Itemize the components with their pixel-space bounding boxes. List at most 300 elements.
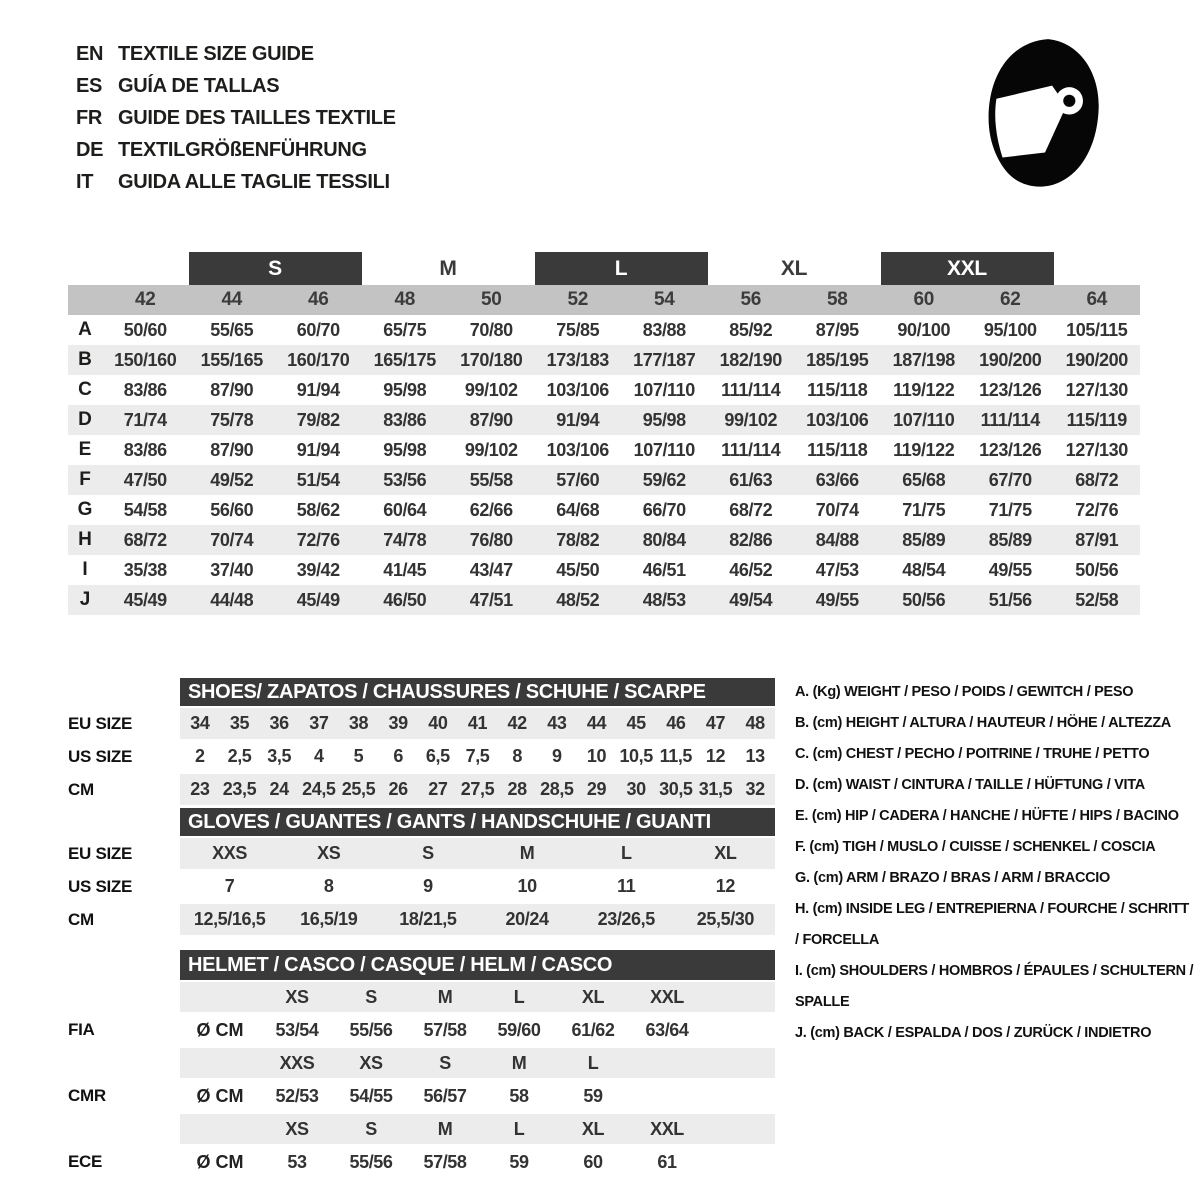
- row-letter-label: J: [79, 589, 91, 610]
- helmet-value-row-fia: [68, 1014, 775, 1046]
- size-value-cell: 23: [190, 779, 210, 799]
- measurement-value-cell: 185/195: [806, 349, 869, 370]
- empty-label-spacer: [68, 1114, 180, 1144]
- measurement-value-cell: 111/114: [721, 439, 781, 460]
- measurement-value-cell: 187/198: [892, 349, 955, 370]
- legend-item: H. (cm) INSIDE LEG / ENTREPIERNA / FOURCHE / SCHRITT / FORCELLA: [795, 901, 1189, 948]
- measurement-value-cell: 48/53: [642, 589, 686, 610]
- measurement-value-cell: 49/52: [210, 469, 254, 490]
- language-code: DE: [76, 138, 104, 161]
- measurement-value-cell: 50/56: [902, 589, 946, 610]
- size-value-cell: 10,5: [619, 746, 653, 766]
- measurement-row-b: [68, 345, 1140, 375]
- diameter-unit-label: Ø CM: [196, 1151, 244, 1172]
- measurement-value-cell: 87/90: [469, 409, 513, 430]
- helmet-diameter-cell: 53: [287, 1151, 307, 1172]
- measurement-value-cell: 123/126: [979, 379, 1042, 400]
- size-number-header-row: [68, 285, 1140, 315]
- measurement-value-cell: 46/51: [642, 559, 686, 580]
- size-value-cell: 37: [309, 713, 329, 733]
- diameter-unit-label: Ø CM: [196, 1019, 244, 1040]
- helmet-size-letter-cell: XXL: [650, 1118, 684, 1139]
- measurement-value-cell: 45/49: [123, 589, 167, 610]
- measurement-value-cell: 87/95: [815, 319, 859, 340]
- size-value-cell: 2: [195, 746, 205, 766]
- size-value-cell: L: [620, 843, 632, 863]
- size-value-cell: 24,5: [302, 779, 336, 799]
- measurement-value-cell: 41/45: [383, 559, 427, 580]
- size-value-cell: 9: [423, 876, 433, 896]
- measurement-value-cell: 72/76: [1075, 499, 1119, 520]
- measurement-value-cell: 95/98: [383, 439, 427, 460]
- measurement-value-cell: 84/88: [815, 529, 859, 550]
- size-value-cell: 7,5: [465, 746, 490, 766]
- measurement-value-cell: 59/62: [642, 469, 686, 490]
- helmet-value-row-cmr: [68, 1080, 775, 1112]
- language-guide-title: TEXTILE SIZE GUIDE: [118, 42, 314, 65]
- row-letter-label: I: [82, 559, 88, 580]
- shoes-row-eu-size: [68, 708, 775, 739]
- shoes-values: [180, 708, 775, 739]
- size-value-cell: 24: [269, 779, 289, 799]
- measurement-value-cell: 90/100: [897, 319, 951, 340]
- helmet-size-letters: [180, 1114, 775, 1144]
- helmet-diameter-cell: 57/58: [423, 1019, 467, 1040]
- language-guide-title: TEXTILGRÖßENFÜHRUNG: [118, 138, 367, 161]
- measurement-value-cell: 95/100: [983, 319, 1037, 340]
- measurement-value-cell: 75/78: [210, 409, 254, 430]
- measurement-value-cell: 52/58: [1075, 589, 1119, 610]
- helmet-size-letter-cell: XS: [285, 1118, 309, 1139]
- measurement-value-cell: 165/175: [373, 349, 436, 370]
- measurement-value-cell: 53/56: [383, 469, 427, 490]
- measurement-value-cell: 91/94: [296, 439, 340, 460]
- measurement-row-a: [68, 315, 1140, 345]
- measurement-value-cell: 83/86: [123, 379, 167, 400]
- size-value-cell: M: [519, 843, 535, 863]
- helmet-size-letter-cell: XS: [285, 986, 309, 1007]
- measurement-value-cell: 60/64: [383, 499, 427, 520]
- size-value-cell: 36: [269, 713, 289, 733]
- measurement-value-cell: 70/80: [469, 319, 513, 340]
- measurement-value-cell: 47/53: [815, 559, 859, 580]
- corner-spacer: [68, 285, 102, 315]
- measurement-value-cell: 68/72: [729, 499, 773, 520]
- measurement-value-cell: 115/119: [1066, 409, 1127, 430]
- size-value-cell: 12: [705, 746, 726, 766]
- size-group-row: [68, 252, 1140, 285]
- legend-item: E. (cm) HIP / CADERA / HANCHE / HÜFTE / HIPS / BACINO: [795, 808, 1179, 824]
- measurement-value-cell: 91/94: [296, 379, 340, 400]
- row-letter-label: B: [78, 349, 92, 370]
- measurement-value-cell: 68/72: [1075, 469, 1119, 490]
- helmet-standard-label: ECE: [68, 1152, 103, 1171]
- language-code: IT: [76, 170, 94, 193]
- legend-item: D. (cm) WAIST / CINTURA / TAILLE / HÜFTUNG / VITA: [795, 777, 1145, 793]
- size-value-cell: 26: [388, 779, 408, 799]
- measurement-value-cell: 71/75: [902, 499, 946, 520]
- measurement-value-cell: 91/94: [556, 409, 600, 430]
- helmet-diameter-cell: 57/58: [423, 1151, 467, 1172]
- measurement-value-cell: 55/58: [469, 469, 513, 490]
- language-code: ES: [76, 74, 103, 97]
- helmet-diameter-cell: 61: [657, 1151, 677, 1172]
- gloves-row-eu-size: [68, 838, 775, 869]
- measurement-value-cell: 115/118: [807, 439, 868, 460]
- helmet-size-letter-cell: S: [365, 1118, 377, 1139]
- size-group-l: L: [535, 252, 708, 285]
- measurement-row-i: [68, 555, 1140, 585]
- measurement-value-cell: 63/66: [815, 469, 859, 490]
- measurement-value-cell: 85/92: [729, 319, 773, 340]
- helmet-value-row-ece: [68, 1146, 775, 1178]
- measurement-value-cell: 95/98: [642, 409, 686, 430]
- measurement-row-f: [68, 465, 1140, 495]
- measurement-value-cell: 56/60: [210, 499, 254, 520]
- gloves-size-section: [68, 808, 775, 935]
- size-value-cell: 27,5: [460, 779, 495, 799]
- gloves-values: [180, 871, 775, 902]
- size-column-header: 44: [221, 289, 243, 310]
- size-value-cell: 25,5: [341, 779, 376, 799]
- measurement-value-cell: 85/89: [902, 529, 946, 550]
- size-value-cell: 34: [190, 713, 210, 733]
- legend-item: C. (cm) CHEST / PECHO / POITRINE / TRUHE / PETTO: [795, 746, 1150, 762]
- measurement-value-cell: 48/52: [556, 589, 600, 610]
- language-row: [76, 102, 396, 134]
- size-value-cell: 45: [626, 713, 646, 733]
- scale-label: US SIZE: [68, 876, 133, 896]
- helmet-diameter-cell: 59: [509, 1151, 529, 1172]
- size-value-cell: 4: [314, 746, 324, 766]
- language-row: [76, 70, 396, 102]
- measurement-value-cell: 68/72: [123, 529, 167, 550]
- size-value-cell: 20/24: [505, 909, 549, 929]
- measurement-row-h: [68, 525, 1140, 555]
- helmet-section-title: HELMET / CASCO / CASQUE / HELM / CASCO: [180, 950, 775, 980]
- size-group-m: M: [439, 256, 457, 280]
- helmet-diameter-cell: 52/53: [275, 1085, 319, 1106]
- legend-item: F. (cm) TIGH / MUSLO / CUISSE / SCHENKEL / COSCIA: [795, 839, 1156, 855]
- size-value-cell: 41: [467, 713, 488, 733]
- size-column-header: 50: [480, 289, 502, 310]
- size-value-cell: 10: [517, 876, 537, 896]
- measurement-value-cell: 64/68: [556, 499, 600, 520]
- size-column-header: 48: [394, 289, 416, 310]
- shoes-row-us-size: [68, 741, 775, 772]
- measurement-value-cell: 103/106: [546, 379, 609, 400]
- size-value-cell: 13: [745, 746, 765, 766]
- size-value-cell: 43: [547, 713, 567, 733]
- helmet-size-letter-cell: XXS: [279, 1052, 315, 1073]
- racing-helmet-icon: [980, 34, 1108, 194]
- legend-item: G. (cm) ARM / BRAZO / BRAS / ARM / BRACCIO: [795, 870, 1110, 886]
- helmet-size-letter-cell: M: [437, 1118, 453, 1139]
- unit-column-spacer: [180, 1048, 260, 1078]
- measurement-value-cell: 43/47: [469, 559, 513, 580]
- size-value-cell: XL: [714, 843, 737, 863]
- empty-label-spacer: [68, 1048, 180, 1078]
- measurement-value-cell: 62/66: [469, 499, 513, 520]
- helmet-diameter-cell: 56/57: [423, 1085, 467, 1106]
- size-column-header: 58: [826, 289, 848, 310]
- measurement-value-cell: 49/55: [815, 589, 859, 610]
- helmet-size-letter-cell: M: [437, 986, 453, 1007]
- measurement-value-cell: 50/60: [123, 319, 167, 340]
- measurement-value-cell: 47/51: [469, 589, 513, 610]
- measurement-value-cell: 123/126: [979, 439, 1042, 460]
- size-value-cell: XS: [317, 843, 341, 863]
- size-value-cell: 8: [323, 876, 334, 896]
- measurement-value-cell: 67/70: [988, 469, 1032, 490]
- size-value-cell: 28: [507, 779, 527, 799]
- gloves-values: [180, 904, 775, 935]
- gloves-section-title: GLOVES / GUANTES / GANTS / HANDSCHUHE / GUANTI: [180, 808, 775, 836]
- language-code: FR: [76, 106, 103, 129]
- measurement-value-cell: 111/114: [980, 409, 1040, 430]
- shoes-section-title: SHOES/ ZAPATOS / CHAUSSURES / SCHUHE / SCARPE: [180, 678, 775, 706]
- measurement-value-cell: 99/102: [464, 379, 518, 400]
- measurement-value-cell: 80/84: [642, 529, 686, 550]
- measurement-value-cell: 115/118: [807, 379, 868, 400]
- size-value-cell: 12,5/16,5: [193, 909, 266, 929]
- size-group-xl: XL: [780, 256, 808, 280]
- measurement-value-cell: 170/180: [460, 349, 523, 370]
- size-value-cell: 6: [393, 746, 403, 766]
- helmet-standard-label: FIA: [68, 1020, 95, 1039]
- measurement-value-cell: 51/56: [988, 589, 1032, 610]
- measurement-value-cell: 87/91: [1075, 529, 1119, 550]
- size-value-cell: 12: [715, 876, 736, 896]
- size-value-cell: 44: [586, 713, 607, 733]
- size-value-cell: 30,5: [659, 779, 693, 799]
- shoes-row-cm: [68, 774, 775, 805]
- measurement-value-cell: 49/55: [988, 559, 1032, 580]
- measurement-value-cell: 155/165: [200, 349, 263, 370]
- size-column-header: 46: [307, 289, 329, 310]
- helmet-size-letter-cell: S: [365, 986, 377, 1007]
- row-letter-label: A: [78, 319, 92, 340]
- measurement-value-cell: 182/190: [719, 349, 782, 370]
- helmet-standard-label: CMR: [68, 1086, 106, 1105]
- measurement-value-cell: 35/38: [123, 559, 167, 580]
- size-value-cell: 27: [428, 779, 448, 799]
- row-letter-label: F: [79, 469, 91, 490]
- measurement-value-cell: 107/110: [633, 379, 695, 400]
- measurement-value-cell: 103/106: [546, 439, 609, 460]
- size-value-cell: 30: [626, 779, 646, 799]
- size-value-cell: 16,5/19: [300, 909, 358, 929]
- legend-item: B. (cm) HEIGHT / ALTURA / HAUTEUR / HÖHE / ALTEZZA: [795, 715, 1171, 731]
- helmet-diameter-cell: 58: [509, 1085, 529, 1106]
- size-value-cell: 5: [353, 746, 364, 766]
- helmet-diameter-cell: 63/64: [645, 1019, 689, 1040]
- measurement-value-cell: 107/110: [633, 439, 695, 460]
- language-guide-title: GUIDA ALLE TAGLIE TESSILI: [118, 170, 390, 193]
- helmet-diameter-cell: 55/56: [349, 1019, 393, 1040]
- legend-item: A. (Kg) WEIGHT / PESO / POIDS / GEWITCH / PESO: [795, 684, 1134, 700]
- helmet-diameter-values: [180, 1080, 775, 1112]
- measurement-value-cell: 105/115: [1066, 319, 1128, 340]
- language-guide-title: GUIDE DES TAILLES TEXTILE: [118, 106, 396, 129]
- measurement-value-cell: 60/70: [296, 319, 340, 340]
- helmet-size-letter-cell: M: [511, 1052, 527, 1073]
- language-code: EN: [76, 42, 104, 65]
- measurement-value-cell: 83/88: [642, 319, 686, 340]
- size-value-cell: 42: [507, 713, 527, 733]
- row-letter-label: E: [78, 439, 92, 460]
- language-row: [76, 166, 396, 198]
- scale-label: EU SIZE: [68, 843, 133, 863]
- measurement-value-cell: 58/62: [296, 499, 340, 520]
- helmet-size-section: [68, 950, 775, 1178]
- helmet-diameter-cell: 59: [583, 1085, 603, 1106]
- measurement-value-cell: 75/85: [556, 319, 600, 340]
- size-value-cell: 9: [552, 746, 562, 766]
- size-value-cell: 2,5: [227, 746, 252, 766]
- gloves-values: [180, 838, 775, 869]
- measurement-value-cell: 99/102: [464, 439, 518, 460]
- measurement-row-d: [68, 405, 1140, 435]
- measurement-value-cell: 76/80: [469, 529, 513, 550]
- measurement-value-cell: 44/48: [210, 589, 254, 610]
- size-value-cell: 7: [224, 876, 235, 896]
- shoes-values: [180, 774, 775, 805]
- measurement-value-cell: 70/74: [815, 499, 859, 520]
- measurement-value-cell: 119/122: [893, 379, 955, 400]
- helmet-size-letters: [180, 1048, 775, 1078]
- measurement-value-cell: 190/200: [979, 349, 1042, 370]
- measurement-value-cell: 74/78: [383, 529, 427, 550]
- size-column-header: 56: [740, 289, 762, 310]
- measurement-value-cell: 51/54: [296, 469, 340, 490]
- helmet-size-letter-cell: XS: [359, 1052, 383, 1073]
- diameter-unit-label: Ø CM: [196, 1085, 244, 1106]
- measurement-value-cell: 95/98: [383, 379, 427, 400]
- measurement-value-cell: 46/50: [383, 589, 427, 610]
- scale-label: CM: [68, 779, 94, 799]
- measurement-row-e: [68, 435, 1140, 465]
- measurement-value-cell: 55/65: [210, 319, 254, 340]
- legend-item: I. (cm) SHOULDERS / HOMBROS / ÉPAULES / SCHULTERN / SPALLE: [795, 963, 1194, 1010]
- size-value-cell: 32: [745, 779, 765, 799]
- size-value-cell: 47: [705, 713, 726, 733]
- measurement-value-cell: 111/114: [721, 379, 781, 400]
- measurement-value-cell: 119/122: [893, 439, 955, 460]
- size-column-header: 60: [913, 289, 935, 310]
- measurement-value-cell: 78/82: [556, 529, 600, 550]
- size-value-cell: 23,5: [222, 779, 257, 799]
- measurement-value-cell: 85/89: [988, 529, 1032, 550]
- size-group-s: S: [189, 252, 362, 285]
- helmet-size-letter-cell: XXL: [650, 986, 684, 1007]
- shoes-values: [180, 741, 775, 772]
- scale-label: EU SIZE: [68, 713, 133, 733]
- scale-label: CM: [68, 909, 94, 929]
- language-row: [76, 38, 396, 70]
- measurement-value-cell: 39/42: [296, 559, 340, 580]
- measurement-value-cell: 37/40: [210, 559, 254, 580]
- measurement-value-cell: 99/102: [724, 409, 778, 430]
- helmet-size-band-cmr: [68, 1048, 775, 1078]
- measurement-value-cell: 70/74: [210, 529, 254, 550]
- size-value-cell: S: [422, 843, 434, 863]
- measurement-value-cell: 66/70: [642, 499, 686, 520]
- helmet-diameter-cell: 53/54: [275, 1019, 319, 1040]
- scale-label: US SIZE: [68, 746, 133, 766]
- size-value-cell: 48: [745, 713, 765, 733]
- measurement-value-cell: 127/130: [1065, 379, 1128, 400]
- helmet-diameter-cell: 60: [583, 1151, 603, 1172]
- size-value-cell: 23/26,5: [597, 909, 655, 929]
- size-value-cell: 40: [428, 713, 448, 733]
- measurement-value-cell: 103/106: [806, 409, 869, 430]
- measurement-value-cell: 48/54: [902, 559, 946, 580]
- measurement-legend: [795, 677, 1195, 1049]
- measurement-rows: [68, 315, 1140, 615]
- measurement-value-cell: 160/170: [287, 349, 350, 370]
- measurement-value-cell: 83/86: [123, 439, 167, 460]
- size-value-cell: 38: [348, 713, 369, 733]
- measurement-value-cell: 54/58: [123, 499, 167, 520]
- measurement-value-cell: 65/68: [902, 469, 946, 490]
- size-value-cell: 35: [229, 713, 250, 733]
- empty-label-spacer: [68, 982, 180, 1012]
- measurement-value-cell: 87/90: [210, 379, 254, 400]
- helmet-diameter-cell: 55/56: [349, 1151, 393, 1172]
- size-value-cell: 10: [586, 746, 607, 766]
- helmet-size-letter-cell: S: [439, 1052, 451, 1073]
- size-column-header: 64: [1086, 289, 1108, 310]
- measurement-value-cell: 87/90: [210, 439, 254, 460]
- size-column-header: 62: [999, 289, 1021, 310]
- measurement-value-cell: 57/60: [556, 469, 600, 490]
- size-value-cell: 39: [388, 713, 408, 733]
- helmet-diameter-cell: 61/62: [571, 1019, 615, 1040]
- measurement-row-j: [68, 585, 1140, 615]
- size-group-xxl: XXL: [881, 252, 1054, 285]
- measurement-row-c: [68, 375, 1140, 405]
- measurement-value-cell: 45/49: [296, 589, 340, 610]
- helmet-size-letter-cell: L: [587, 1052, 599, 1073]
- language-guide-title: GUÍA DE TALLAS: [118, 74, 280, 97]
- measurement-value-cell: 79/82: [296, 409, 340, 430]
- measurement-value-cell: 127/130: [1065, 439, 1128, 460]
- size-value-cell: 11,5: [659, 746, 693, 766]
- helmet-diameter-cell: 54/55: [349, 1085, 393, 1106]
- measurement-value-cell: 83/86: [383, 409, 427, 430]
- size-column-header: 42: [134, 289, 156, 310]
- size-value-cell: 18/21,5: [399, 909, 457, 929]
- size-value-cell: 46: [666, 713, 686, 733]
- measurement-value-cell: 50/56: [1075, 559, 1119, 580]
- measurement-value-cell: 72/76: [296, 529, 340, 550]
- helmet-size-letter-cell: L: [513, 1118, 525, 1139]
- unit-column-spacer: [180, 1114, 260, 1144]
- helmet-diameter-values: [180, 1146, 775, 1178]
- helmet-size-band-fia: [68, 982, 775, 1012]
- row-letter-label: C: [78, 379, 92, 400]
- size-value-cell: 29: [586, 779, 607, 799]
- helmet-diameter-values: [180, 1014, 775, 1046]
- measurement-value-cell: 47/50: [123, 469, 167, 490]
- measurement-value-cell: 82/86: [729, 529, 773, 550]
- size-value-cell: 11: [617, 876, 636, 896]
- helmet-size-letter-cell: XL: [581, 986, 605, 1007]
- measurement-value-cell: 190/200: [1065, 349, 1128, 370]
- row-letter-label: G: [77, 499, 93, 520]
- shoes-size-section: [68, 678, 775, 805]
